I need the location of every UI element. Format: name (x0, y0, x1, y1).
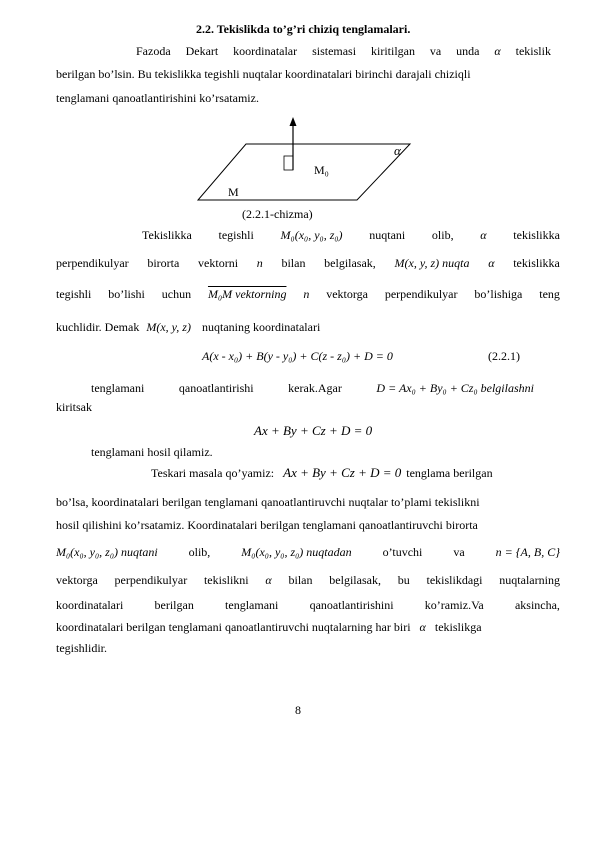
paragraph-3-line-2: kiritsak (56, 400, 92, 414)
paragraph-2-line-1: Tekislikka tegishli M₀(x₀, y₀, z₀) nuqtani olib, α tekislikka (142, 228, 560, 242)
paragraph-2-line-2: perpendikulyar birorta vektorni n bilan belgilasak, M(x, y, z) nuqta α tekislikka (56, 256, 560, 270)
m-point-formula: M(x, y, z) (146, 320, 191, 334)
alpha-symbol: α (480, 228, 487, 242)
paragraph-5-line-7: koordinatalari berilgan tenglamani qanoatlantiruvchi nuqtalarning har biri α tekislikga (56, 620, 482, 634)
paragraph-5-line-8: tegishlidir. (56, 641, 107, 655)
m0-label: M₀ (314, 163, 329, 177)
alpha-symbol: α (488, 256, 495, 270)
equation-2-2-1: A(x - x₀) + B(y - y₀) + C(z - z₀) + D = 0 (202, 349, 393, 363)
m-label: M (228, 185, 239, 199)
alpha-label: α (394, 143, 401, 158)
m0-point-formula: M₀(x₀, y₀, z₀) (280, 228, 343, 242)
paragraph-5-line-2: bo’lsa, koordinatalari berilgan tenglamani qanoatlantiruvchi nuqtalar to’plami tekislikni (56, 495, 480, 509)
paragraph-5-line-1: Teskari masala qo’yamiz: Ax + By + Cz + D = 0 tenglama berilgan (151, 465, 493, 480)
paragraph-5-line-3: hosil qilishini ko’rsatamiz. Koordinatalari berilgan tenglamani qanoatlantiruvchi birorta (56, 518, 478, 532)
paragraph-1-line-2: berilgan bo’lsin. Bu tekislikka tegishli nuqtalar koordinatalari birinchi darajali chiziqli (56, 67, 471, 81)
normal-vector-formula: n = {A, B, C} (495, 545, 560, 559)
alpha-symbol: α (494, 44, 501, 58)
general-plane-equation: Ax + By + Cz + D = 0 (254, 423, 373, 438)
m-point-formula: M(x, y, z) nuqta (394, 256, 470, 270)
paragraph-4: tenglamani hosil qilamiz. (91, 445, 213, 459)
n-vector-symbol: n (256, 256, 263, 270)
equation-number: (2.2.1) (488, 349, 520, 363)
paragraph-1-line-3: tenglamani qanoatlantirishini ko’rsatamiz. (56, 91, 259, 105)
right-angle-mark (284, 156, 293, 170)
m0-point-formula: M₀(x₀, y₀, z₀) nuqtadan (241, 545, 352, 559)
section-heading: 2.2. Tekislikda to’g’ri chiziq tenglamalari. (196, 22, 411, 36)
paragraph-3-line-1: tenglamani qanoatlantirishi kerak.Agar D = Ax₀ + By₀ + Cz₀ belgilashni (91, 381, 534, 395)
n-vector-symbol: n (303, 287, 310, 301)
paragraph-5-line-6: koordinatalari berilgan tenglamani qanoatlantirishini ko’ramiz.Va aksincha, (56, 598, 560, 612)
alpha-symbol: α (265, 573, 272, 587)
figure-caption: (2.2.1-chizma) (242, 207, 313, 221)
page-number: 8 (295, 703, 301, 717)
m0m-vector: M₀M vektorning (207, 287, 287, 301)
general-plane-equation-inline: Ax + By + Cz + D = 0 (283, 465, 402, 480)
paragraph-5-line-5: vektorga perpendikulyar tekislikni α bilan belgilasak, bu tekislikdagi nuqtalarning (56, 573, 560, 587)
d-definition-formula: D = Ax₀ + By₀ + Cz₀ belgilashni (376, 381, 534, 395)
m0-point-formula: M₀(x₀, y₀, z₀) nuqtani (56, 545, 158, 559)
paragraph-2-line-3: tegishli bo’lishi uchun M₀M vektorning n vektorga perpendikulyar bo’lishiga teng (56, 287, 560, 301)
paragraph-2-line-4: kuchlidir. Demak M(x, y, z) nuqtaning koordinatalari (56, 320, 321, 334)
alpha-symbol: α (419, 620, 426, 634)
arrow-head-icon (290, 117, 297, 126)
plane-figure (190, 112, 420, 208)
paragraph-5-line-4: M₀(x₀, y₀, z₀) nuqtani olib, M₀(x₀, y₀, z₀) nuqtadan o’tuvchi va n = {A, B, C} (56, 545, 560, 559)
paragraph-1-line-1: Fazoda Dekart koordinatalar sistemasi kiritilgan va unda α tekislik (136, 44, 551, 58)
